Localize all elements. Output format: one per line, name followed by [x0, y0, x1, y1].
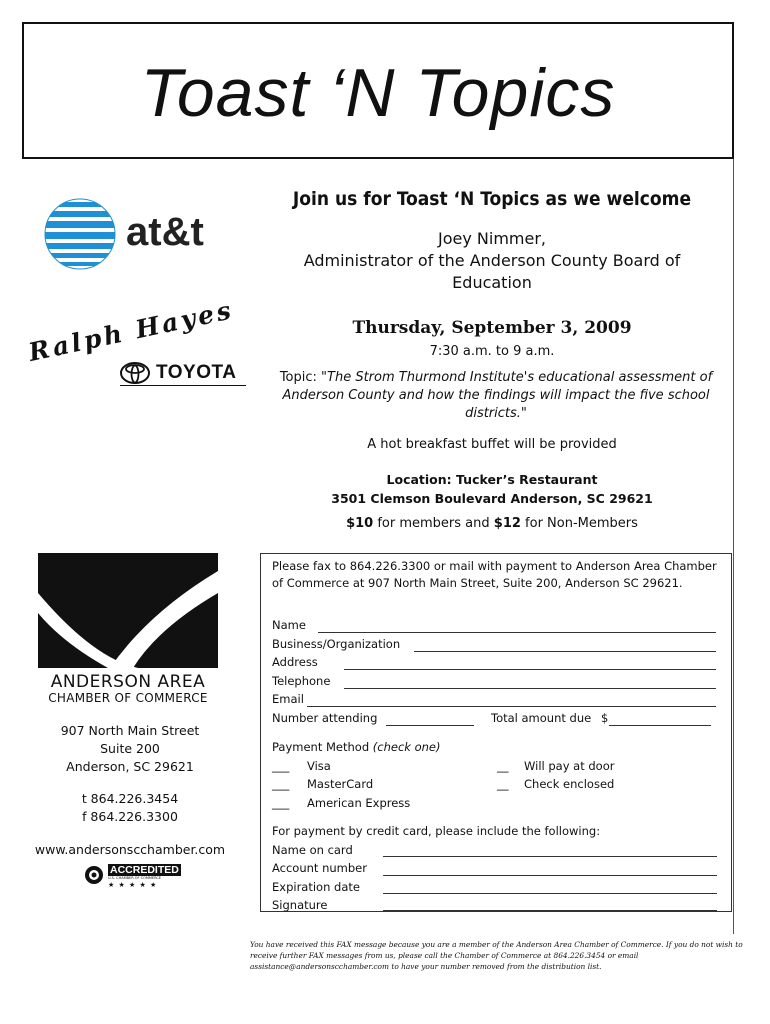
nonmember-price-text: for Non-Members [520, 516, 638, 531]
att-wordmark: at&t [126, 210, 204, 254]
att-globe-icon [44, 198, 116, 270]
chamber-seal-icon [84, 865, 104, 885]
accredited-label: ACCREDITED [110, 864, 179, 876]
chamber-contact [30, 790, 230, 826]
payment-method-text: Payment Method [272, 740, 373, 754]
speaker-name: Joey Nimmer, [438, 229, 546, 248]
page-title: Toast ‘N Topics [140, 55, 616, 131]
total-amount-field[interactable] [609, 725, 711, 726]
visa-label: Visa [307, 759, 331, 773]
chamber-logo [38, 553, 218, 668]
chamber-phone: t 864.226.3454 [81, 791, 179, 806]
check-enclosed-label: Check enclosed [524, 777, 615, 791]
name-on-card-field[interactable] [383, 856, 717, 857]
check-enclosed-blank[interactable]: __ [497, 777, 509, 791]
event-date: Thursday, September 3, 2009 [352, 318, 632, 338]
ralph-hayes-toyota-logo [25, 295, 246, 384]
fax-disclaimer: You have received this FAX message because you are a member of the Anderson Area Chamber of Commerce. If you do not wish to receive further FAX messages from us, please call the Chamber of Commerce at 864.226.3454 or email assistance@andersonscchamber.com to have your number removed from the distribution list. [250, 940, 743, 971]
number-attending-label: Number attending [272, 711, 378, 725]
dollar-sign: $ [601, 711, 609, 725]
right-divider [733, 159, 734, 934]
registration-form [260, 553, 732, 912]
business-field[interactable] [414, 651, 716, 652]
event-time: 7:30 a.m. to 9 a.m. [429, 344, 555, 359]
chamber-check-emblem-icon [38, 553, 218, 668]
name-on-card-label: Name on card [272, 843, 353, 857]
event-topic [272, 369, 720, 423]
email-field[interactable] [307, 706, 716, 707]
credit-card-instructions: For payment by credit card, please include the following: [272, 824, 601, 838]
total-amount-label: Total amount due [491, 711, 592, 725]
payment-method-label [272, 740, 441, 754]
chamber-address [30, 722, 230, 776]
att-logo [44, 198, 214, 273]
location-address: 3501 Clemson Boulevard Anderson, SC 29621 [331, 491, 653, 506]
dealer-name: Ralph Hayes [25, 295, 237, 367]
business-label: Business/Organization [272, 637, 401, 651]
toyota-emblem-icon [120, 362, 150, 384]
chamber-name-1: ANDERSON AREA [50, 672, 206, 692]
address-line-1: 907 North Main Street [60, 723, 200, 738]
chamber-website[interactable]: www.andersonscchamber.com [34, 842, 226, 857]
pay-at-door-label: Will pay at door [524, 759, 615, 773]
amex-blank[interactable]: ___ [272, 796, 290, 810]
address-line-3: Anderson, SC 29621 [66, 759, 194, 774]
event-headline: Join us for Toast ‘N Topics as we welcome [292, 188, 692, 210]
member-price: $10 [346, 516, 374, 531]
nonmember-price: $12 [493, 516, 521, 531]
chamber-name-2: CHAMBER OF COMMERCE [48, 691, 208, 705]
speaker-title: Administrator of the Anderson County Board of Education [303, 251, 681, 292]
amex-label: American Express [307, 796, 411, 810]
number-attending-field[interactable] [386, 725, 474, 726]
telephone-field[interactable] [344, 688, 716, 689]
signature-field[interactable] [383, 910, 717, 911]
name-label: Name [272, 618, 306, 632]
check-one-note: (check one) [372, 740, 441, 754]
mastercard-label: MasterCard [307, 777, 374, 791]
location-venue: Location: Tucker’s Restaurant [386, 472, 598, 487]
accredited-stars: ★ ★ ★ ★ ★ [108, 881, 158, 889]
topic-text: "The Strom Thurmond Institute's educational assessment of Anderson County and how the findings will impact the five school districts." [282, 370, 713, 421]
telephone-label: Telephone [272, 674, 331, 688]
chamber-fax: f 864.226.3300 [82, 809, 178, 824]
pay-at-door-blank[interactable]: __ [497, 759, 509, 773]
title-box [22, 22, 734, 159]
price-line [252, 516, 732, 531]
toyota-wordmark: TOYOTA [156, 362, 237, 383]
expiration-date-label: Expiration date [272, 880, 360, 894]
address-field[interactable] [344, 669, 716, 670]
address-line-2: Suite 200 [100, 741, 160, 756]
breakfast-note: A hot breakfast buffet will be provided [367, 437, 617, 452]
toyota-underline [120, 385, 246, 386]
expiration-date-field[interactable] [383, 893, 717, 894]
member-price-text: for members and [373, 516, 494, 531]
address-label: Address [272, 655, 318, 669]
mastercard-blank[interactable]: ___ [272, 777, 290, 791]
email-label: Email [272, 692, 304, 706]
account-number-field[interactable] [383, 875, 717, 876]
accredited-badge [84, 864, 180, 890]
speaker-block [252, 228, 732, 294]
visa-blank[interactable]: ___ [272, 759, 290, 773]
form-instructions: Please fax to 864.226.3300 or mail with payment to Anderson Area Chamber of Commerce at 907 North Main Street, Suite 200, Anderson SC 29621. [272, 559, 717, 590]
account-number-label: Account number [272, 861, 367, 875]
signature-label: Signature [272, 898, 328, 912]
name-field[interactable] [318, 632, 716, 633]
accredited-sub: U.S. CHAMBER OF COMMERCE [108, 876, 162, 880]
topic-label: Topic: [279, 370, 322, 385]
